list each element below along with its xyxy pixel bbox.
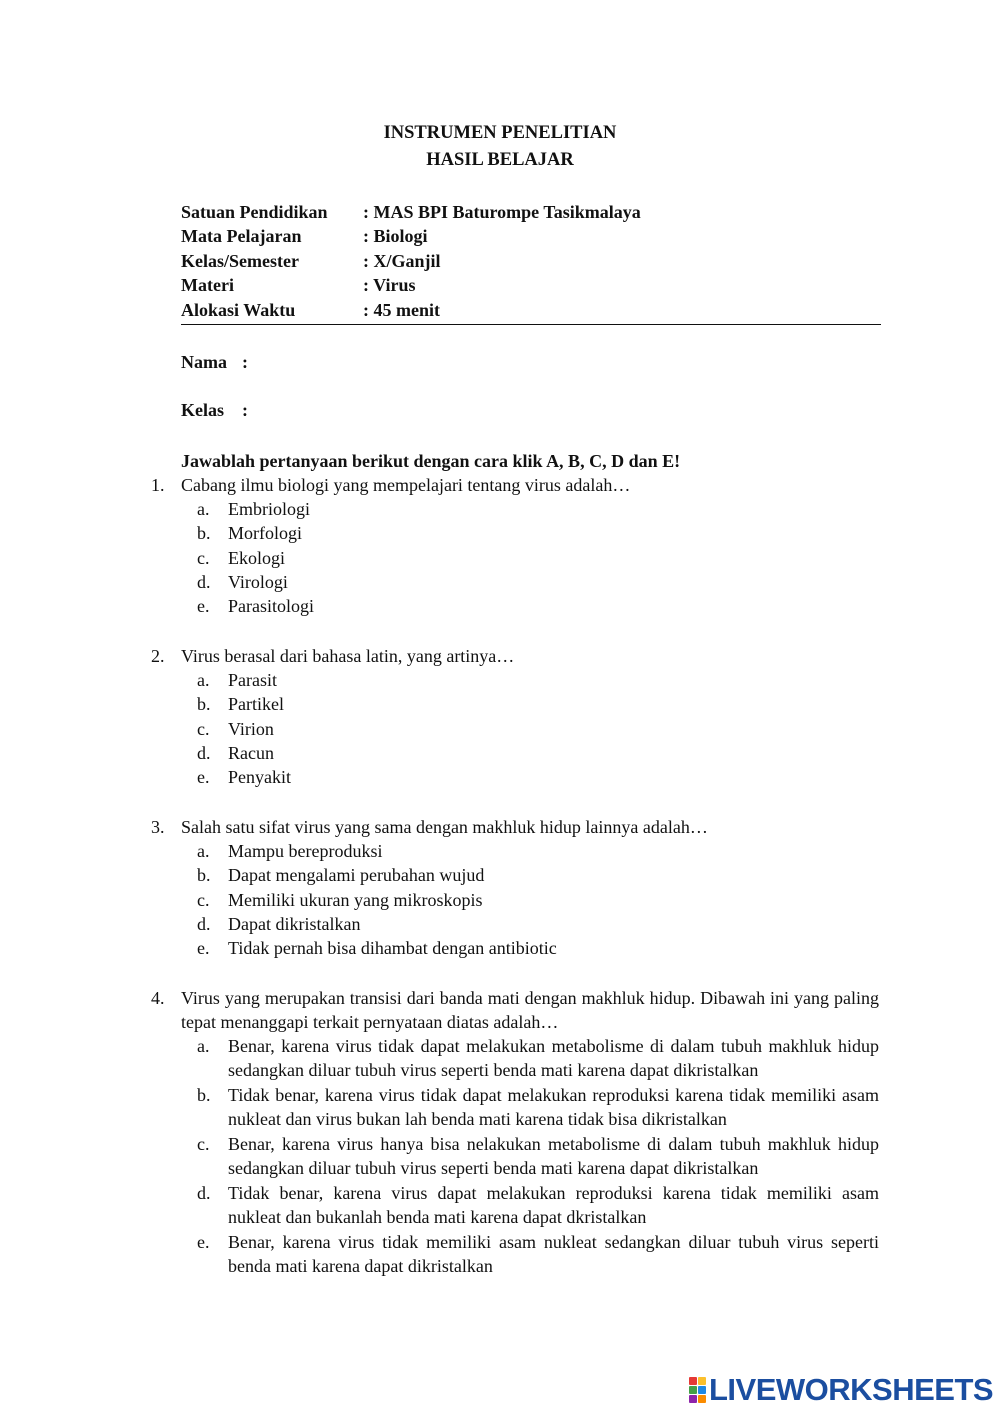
- option-letter: a.: [197, 1036, 210, 1056]
- option-text: Partikel: [228, 694, 284, 714]
- info-value: : Virus: [363, 275, 416, 295]
- kelas-label: Kelas: [181, 400, 224, 420]
- option-letter: b.: [197, 1085, 211, 1105]
- option-letter: c.: [197, 719, 210, 739]
- info-value: : Biologi: [363, 226, 428, 246]
- option-text: Morfologi: [228, 523, 302, 543]
- option-letter: a.: [197, 841, 210, 861]
- option-letter: b.: [197, 523, 211, 543]
- option-text: Benar, karena virus tidak dapat melakukan metabolisme di dalam tubuh makhluk hidup sedangkan diluar tubuh virus seperti benda mati karena dapat dikristalkan: [228, 1036, 879, 1081]
- info-label: Mata Pelajaran: [181, 226, 302, 246]
- option-text: Virologi: [228, 572, 288, 592]
- kelas-colon: :: [242, 400, 248, 420]
- instruction-text: Jawablah pertanyaan berikut dengan cara klik A, B, C, D dan E!: [181, 451, 681, 471]
- info-value: : MAS BPI Baturompe Tasikmalaya: [363, 202, 641, 222]
- nama-label: Nama: [181, 352, 227, 372]
- option-letter: d.: [197, 743, 211, 763]
- question-text: Virus yang merupakan transisi dari banda mati dengan makhluk hidup. Dibawah ini yang paling tepat menanggapi terkait pernyataan diatas adalah…: [181, 988, 879, 1033]
- option-letter: a.: [197, 499, 210, 519]
- nama-colon: :: [242, 352, 248, 372]
- option-letter: e.: [197, 1232, 210, 1252]
- option-letter: a.: [197, 670, 210, 690]
- info-label: Alokasi Waktu: [181, 300, 296, 320]
- question-text: Virus berasal dari bahasa latin, yang artinya…: [181, 646, 515, 666]
- option-text: Benar, karena virus hanya bisa nelakukan metabolisme di dalam tubuh makhluk hidup sedangkan diluar tubuh virus seperti benda mati karena dapat dikristalkan: [228, 1134, 879, 1179]
- info-row: [181, 298, 881, 322]
- option-text: Embriologi: [228, 499, 310, 519]
- option-text: Parasitologi: [228, 596, 314, 616]
- option-text: Parasit: [228, 670, 277, 690]
- option-text: Mampu bereproduksi: [228, 841, 383, 861]
- option-text: Memiliki ukuran yang mikroskopis: [228, 890, 483, 910]
- info-value: : X/Ganjil: [363, 251, 441, 271]
- option-text: Virion: [228, 719, 274, 739]
- info-row: [181, 249, 881, 273]
- option-letter: b.: [197, 694, 211, 714]
- info-row: [181, 200, 881, 224]
- option-text: Dapat mengalami perubahan wujud: [228, 865, 485, 885]
- question-text: Cabang ilmu biologi yang mempelajari tentang virus adalah…: [181, 475, 631, 495]
- info-row: [181, 224, 881, 248]
- liveworksheets-logo[interactable]: [689, 1372, 993, 1408]
- question-number: 4.: [151, 988, 165, 1008]
- option-letter: d.: [197, 1183, 211, 1203]
- option-text: Racun: [228, 743, 274, 763]
- logo-mark-square: [689, 1386, 697, 1394]
- option-text: Ekologi: [228, 548, 285, 568]
- option-letter: c.: [197, 1134, 210, 1154]
- option-letter: d.: [197, 914, 211, 934]
- option-text: Benar, karena virus tidak memiliki asam nukleat sedangkan diluar tubuh virus seperti benda mati karena dapat dikristalkan: [228, 1232, 879, 1277]
- question-number: 3.: [151, 817, 165, 837]
- question-number: 1.: [151, 475, 165, 495]
- info-row: [181, 273, 881, 297]
- info-value: : 45 menit: [363, 300, 440, 320]
- header-divider: [181, 324, 881, 325]
- kelas-field[interactable]: [181, 398, 248, 422]
- option-text: Penyakit: [228, 767, 291, 787]
- option-letter: e.: [197, 938, 210, 958]
- question-text: Salah satu sifat virus yang sama dengan makhluk hidup lainnya adalah…: [181, 817, 708, 837]
- option-text: Tidak pernah bisa dihambat dengan antibiotic: [228, 938, 557, 958]
- nama-field[interactable]: [181, 350, 248, 374]
- logo-mark-square: [698, 1395, 706, 1403]
- logo-mark-square: [689, 1395, 697, 1403]
- option-letter: c.: [197, 890, 210, 910]
- option-letter: b.: [197, 865, 211, 885]
- info-label: Satuan Pendidikan: [181, 202, 328, 222]
- option-text: Dapat dikristalkan: [228, 914, 361, 934]
- option-letter: d.: [197, 572, 211, 592]
- logo-mark-square: [698, 1377, 706, 1385]
- option-text: Tidak benar, karena virus tidak dapat melakukan reproduksi karena tidak memiliki asam nukleat dan virus bukan lah benda mati karena tidak bisa dikristalkan: [228, 1085, 879, 1130]
- option-letter: e.: [197, 767, 210, 787]
- logo-text: LIVEWORKSHEETS: [709, 1372, 994, 1407]
- logo-mark-square: [689, 1377, 697, 1385]
- option-letter: e.: [197, 596, 210, 616]
- option-letter: c.: [197, 548, 210, 568]
- document-subtitle: HASIL BELAJAR: [426, 150, 574, 170]
- info-label: Kelas/Semester: [181, 251, 299, 271]
- option-text: Tidak benar, karena virus dapat melakukan reproduksi karena tidak memiliki asam nukleat dan bukanlah benda mati karena dapat dkristalkan: [228, 1183, 879, 1228]
- logo-mark-icon: [689, 1377, 706, 1403]
- document-title: INSTRUMEN PENELITIAN: [383, 123, 617, 143]
- question-number: 2.: [151, 646, 165, 666]
- info-label: Materi: [181, 275, 234, 295]
- logo-mark-square: [698, 1386, 706, 1394]
